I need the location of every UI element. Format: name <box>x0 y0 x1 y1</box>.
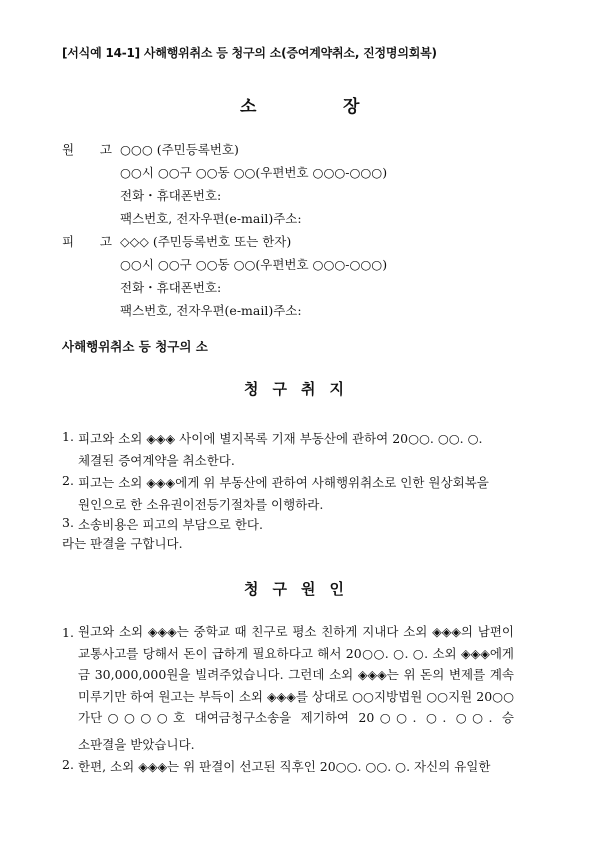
defendant-label <box>62 232 112 250</box>
claim-item-3-number: 3. <box>62 515 74 530</box>
defendant-fax-email: 팩스번호, 전자우편(e-mail)주소: <box>120 303 302 318</box>
defendant-address: ○○시 ○○구 ○○동 ○○(우편번호 ○○○-○○○) <box>120 257 388 272</box>
claim-item-2-line-1: 피고는 소외 ◈◈◈에게 위 부동산에 관하여 사해행위취소로 인한 원상회복을 <box>78 475 489 490</box>
defendant-label-char-1: 피 <box>62 234 75 249</box>
plaintiff-label-char-1: 원 <box>62 142 75 157</box>
plaintiff-name: ○○○ (주민등록번호) <box>120 142 239 157</box>
claim-item-1-line-2: 체결된 증여계약을 취소한다. <box>78 453 235 468</box>
defendant-name: ◇◇◇ (주민등록번호 또는 한자) <box>120 234 292 249</box>
document-title-second-char: 장 <box>343 97 360 117</box>
claim-item-1-line-1: 피고와 소외 ◈◈◈ 사이에 별지목록 기재 부동산에 관하여 20○○. ○○. ○. <box>78 431 483 446</box>
claim-item-1-number: 1. <box>62 429 74 444</box>
cause-item-1-text: 원고와 소외 ◈◈◈는 중학교 때 친구로 평소 친하게 지내다 소외 ◈◈◈의 남편이 교통사고를 당해서 돈이 급하게 필요하다고 해서 20○○. ○. ○. 소외 ◈◈◈에게 금 30,000,000원을 빌려주었습니다. 그런데 소외 ◈◈◈는 위 돈의 변제를 계속 미루기만 하여 원고는 부득이 소외 ◈◈◈를 상대로 ○○지방법원 ○○지원 20○○가단○○○○호 대여금청구소송을 제기하여 20○○. ○. ○○. 승 <box>78 624 514 726</box>
claim-item-2-number: 2. <box>62 473 74 488</box>
cause-item-2-text: 한편, 소외 ◈◈◈는 위 판결이 선고된 직후인 20○○. ○○. ○. 자신의 유일한 <box>78 759 491 774</box>
cause-item-2-number: 2. <box>62 757 74 772</box>
plaintiff-label <box>62 140 112 158</box>
plaintiff-address: ○○시 ○○구 ○○동 ○○(우편번호 ○○○-○○○) <box>120 165 388 180</box>
plaintiff-phone: 전화・휴대폰번호: <box>120 188 222 203</box>
document-title-first-char: 소 <box>240 97 257 117</box>
claims-conclusion: 라는 판결을 구합니다. <box>62 536 183 551</box>
plaintiff-label-char-2: 고 <box>99 142 112 157</box>
case-name: 사해행위취소 등 청구의 소 <box>62 339 208 354</box>
claim-item-2-line-2: 원인으로 한 소유권이전등기절차를 이행하라. <box>78 497 324 512</box>
claim-item-3-line-1: 소송비용은 피고의 부담으로 한다. <box>78 517 263 532</box>
plaintiff-fax-email: 팩스번호, 전자우편(e-mail)주소: <box>120 211 302 226</box>
cause-item-1-number: 1. <box>62 625 74 640</box>
defendant-label-char-2: 고 <box>99 234 112 249</box>
claims-section-title: 청구취지 <box>244 380 358 398</box>
causes-section-title: 청구원인 <box>244 580 358 598</box>
defendant-phone: 전화・휴대폰번호: <box>120 280 222 295</box>
form-title: [서식예 14-1] 사해행위취소 등 청구의 소(증여계약취소, 진정명의회복) <box>62 46 437 60</box>
cause-item-1-last-line: 소판결을 받았습니다. <box>78 737 195 752</box>
